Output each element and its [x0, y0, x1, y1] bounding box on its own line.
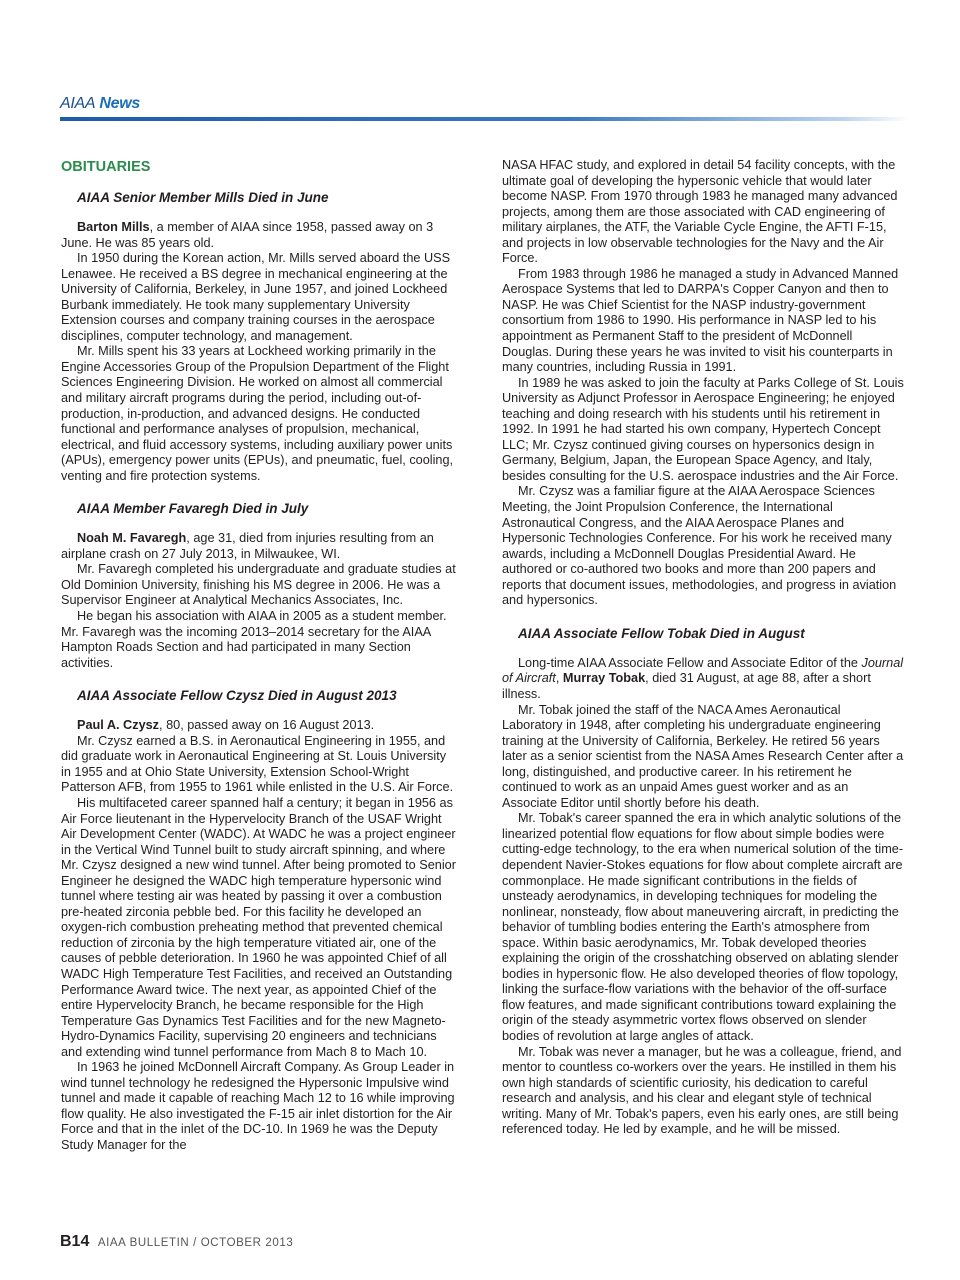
- czysz-paragraph-7: Mr. Czysz was a familiar figure at the AIAA Aerospace Sciences Meeting, the Joint Propulsion Conference, the International Astronautical Congress, and the AIAA Aerospace Planes and Hypersonic Technologies Conference. For his work he received many awards, including a McDonnell Douglas Presidential Award. He authored or co-authored two books and more than 200 papers and reports that document issues, methodologies, and progress in aviation and hypersonics.: [502, 484, 897, 608]
- tobak-paragraph-1: [502, 656, 904, 703]
- masthead: [60, 95, 140, 113]
- czysz-paragraph-1: [61, 718, 459, 734]
- favaregh-paragraph-1: [61, 531, 459, 562]
- czysz-paragraph-3: His multifaceted career spanned half a century; it began in 1956 as Air Force lieutenant in the Hypervelocity Branch of the USAF Wright Air Development Center (WADC). At WADC he was a project engineer in the Vertical Wind Tunnel built to study aircraft spinning, and where Mr. Czysz designed a new wind tunnel. After being promoted to Senior Engineer he designed the WADC high temperature hypersonic wind tunnel where testing air was heated by passing it over a combustion pre-heated zirconia pebble bed. For this facility he developed an oxygen-rich combustion preheating method that prevented chemical reduction of zirconia by the high temperature vitiated air, one of the causes of pebble deterioration. In 1960 he was appointed Chief of all WADC High Temperature Test Facilities, and received an Outstanding Performance Award twice. The next year, as appointed Chief of the entire Hypervelocity Branch, he became responsible for the High Temperature Gas Dynamics Test Facilities and for the new Magneto-Hydro-Dynamics Facility, supervising 20 engineers and technicians and extending wind tunnel performance from Mach 8 to Mach 10.: [61, 795, 456, 1059]
- favaregh-headline: AIAA Member Favaregh Died in July: [77, 501, 309, 517]
- page-number: B14: [60, 1233, 90, 1250]
- czysz-intro: , 80, passed away on 16 August 2013.: [159, 718, 375, 733]
- tobak-paragraph-2: Mr. Tobak joined the staff of the NACA Ames Aeronautical Laboratory in 1948, after completing his undergraduate engineering training at the University of California, Berkeley. He retired 56 years later as a senior scientist from the NASA Ames Research Center after a long, distinguished, and productive career. In his retirement he continued to work as an unpaid Ames guest worker and as an Associate Editor until shortly before his death.: [502, 702, 904, 810]
- czysz-headline: AIAA Associate Fellow Czysz Died in August 2013: [77, 688, 397, 704]
- tobak-paragraph-3: Mr. Tobak's career spanned the era in which analytic solutions of the linearized potential flow equations for flow about simple bodies were cutting-edge technology, to the era when numerical solution of the time-dependent Navier-Stokes equations for flow about complete aircraft are commonplace. He made significant contributions in the fields of unsteady aerodynamics, in developing techniques for modeling the nonlinear, nonsteady, flow about maneuvering aircraft, in predicting the behavior of tumbling bodies entering the Earth's atmosphere from space. Within basic aerodynamics, Mr. Tobak developed theories explaining the origin of the crosshatching observed on ablating slender bodies in hypersonic flow. He also developed theories of flow topology, linking the surface-flow variations with the behavior of the off-surface flow features, and made significant contributions toward explaining the origin of the steady asymmetric vortex flows observed on slender bodies of revolution at large angles of attack.: [502, 811, 904, 1043]
- mills-name: Barton Mills: [77, 220, 150, 234]
- mills-headline: AIAA Senior Member Mills Died in June: [77, 190, 329, 205]
- mills-intro: , a member of AIAA since 1958, passed away on 3 June. He was 85 years old.: [61, 220, 434, 250]
- header-rule: [60, 117, 910, 121]
- right-column: [502, 158, 904, 1138]
- mills-paragraph-3: Mr. Mills spent his 33 years at Lockheed working primarily in the Engine Accessories Group of the Propulsion Department of the Flight Sciences Engineering Division. He worked on almost all commercial and military aircraft programs during the period, including out-of-production, in-production, and advanced designs. He conducted functional and performance analyses of propulsion, mechanical, electrical, and fluid accessory systems, including auxiliary power units (APUs), emergency power units (EPUs), and pneumatic, fuel, cooling, venting and fire protection systems.: [61, 344, 454, 483]
- czysz-paragraph-2: Mr. Czysz earned a B.S. in Aeronautical Engineering in 1955, and did graduate work in Aeronautical Engineering at St. Louis University in 1955 and at Ohio State University, Extension School-Wright Patterson AFB, from 1955 to 1961 while enlisted in the U.S. Air Force.: [61, 733, 454, 795]
- page-footer: [60, 1233, 293, 1251]
- favaregh-paragraph-3: He began his association with AIAA in 2005 as a student member. Mr. Favaregh was the incoming 2013–2014 secretary for the AIAA Hampton Roads Section and had participated in many Section activities.: [61, 609, 447, 670]
- tobak-name: Murray Tobak: [562, 671, 646, 686]
- tobak-intro-rest: , died 31 August, at age 88, after a short illness.: [502, 671, 871, 701]
- section-title: OBITUARIES: [61, 159, 151, 175]
- journal-title: Journal of Aircraft: [502, 655, 904, 686]
- czysz-paragraph-4: In 1963 he joined McDonnell Aircraft Company. As Group Leader in wind tunnel technology he redesigned the Hypersonic Impulsive wind tunnel and made it capable of reaching Mach 12 to 16 while improving flow quality. He also investigated the F-15 air inlet distortion for the Air Force and that in the inlet of the DC-10. In 1969 he was the Deputy Study Manager for the: [61, 1060, 455, 1152]
- mills-paragraph-1: [61, 220, 459, 251]
- mills-paragraph-2: In 1950 during the Korean action, Mr. Mills served aboard the USS Lenawee. He received a BS degree in mechanical engineering at the University of California, Berkeley, in June 1957, and joined Lockheed Burbank immediately. He took many supplementary University Extension courses and company training courses in the aerospace disciplines, computer technology, and management.: [61, 251, 451, 343]
- favaregh-paragraph-2: Mr. Favaregh completed his undergraduate and graduate studies at Old Dominion University, finishing his MS degree in 2006. He was a Supervisor Engineer at Analytical Mechanics Associates, Inc.: [61, 562, 456, 608]
- favaregh-name: Noah M. Favaregh: [77, 531, 187, 546]
- tobak-intro-pre: Long-time AIAA Associate Fellow and Associate Editor of the: [518, 655, 862, 670]
- masthead-brand: AIAA: [60, 95, 96, 112]
- tobak-headline: AIAA Associate Fellow Tobak Died in August: [518, 625, 805, 641]
- czysz-paragraph-5: From 1983 through 1986 he managed a study in Advanced Manned Aerospace Systems that led to DARPA's Copper Canyon and then to NASP. He was Chief Scientist for the NASP industry-government consortium from 1986 to 1990. His performance in NASP led to his appointment as Permanent Staff to the president of McDonnell Douglas. During these years he was invited to visit his counterparts in many countries, including Russia in 1991.: [502, 266, 899, 375]
- favaregh-intro: , age 31, died from injuries resulting from an airplane crash on 27 July 2013, in Milwaukee, WI.: [61, 531, 434, 561]
- publication-line: AIAA BULLETIN / OCTOBER 2013: [97, 1237, 294, 1249]
- masthead-section: News: [99, 95, 141, 112]
- tobak-intro-mid: ,: [555, 671, 563, 686]
- left-column: [61, 158, 459, 1154]
- czysz-paragraph-4-continued: NASA HFAC study, and explored in detail 54 facility concepts, with the ultimate goal of developing the hypersonic vehicle that would later become NASP. From 1970 through 1983 he managed many advanced projects, among them are those associated with CAD engineering of military airplanes, the ATF, the Variable Cycle Engine, the AFTI F-15, and projects in low observable technologies for the Navy and the Air Force.: [502, 158, 898, 266]
- czysz-name: Paul A. Czysz: [77, 718, 160, 733]
- tobak-paragraph-4: Mr. Tobak was never a manager, but he was a colleague, friend, and mentor to countless co-workers over the years. He instilled in them his own high standards of scientific curiosity, his dedication to careful research and analysis, and his clear and elegant style of technical writing. Many of Mr. Tobak's papers, even his early ones, are still being referenced today. He led by example, and he will be missed.: [502, 1044, 902, 1137]
- czysz-paragraph-6: In 1989 he was asked to join the faculty at Parks College of St. Louis University as Adjunct Professor in Aerospace Engineering; he enjoyed teaching and doing research with his students until his retirement in 1992. In 1991 he had started his own company, Hypertech Concept LLC; Mr. Czysz continued giving courses on hypersonics design in Germany, Belgium, Japan, the European Space Agency, and Italy, besides consulting for the U.S. aerospace industries and the Air Force.: [502, 375, 904, 483]
